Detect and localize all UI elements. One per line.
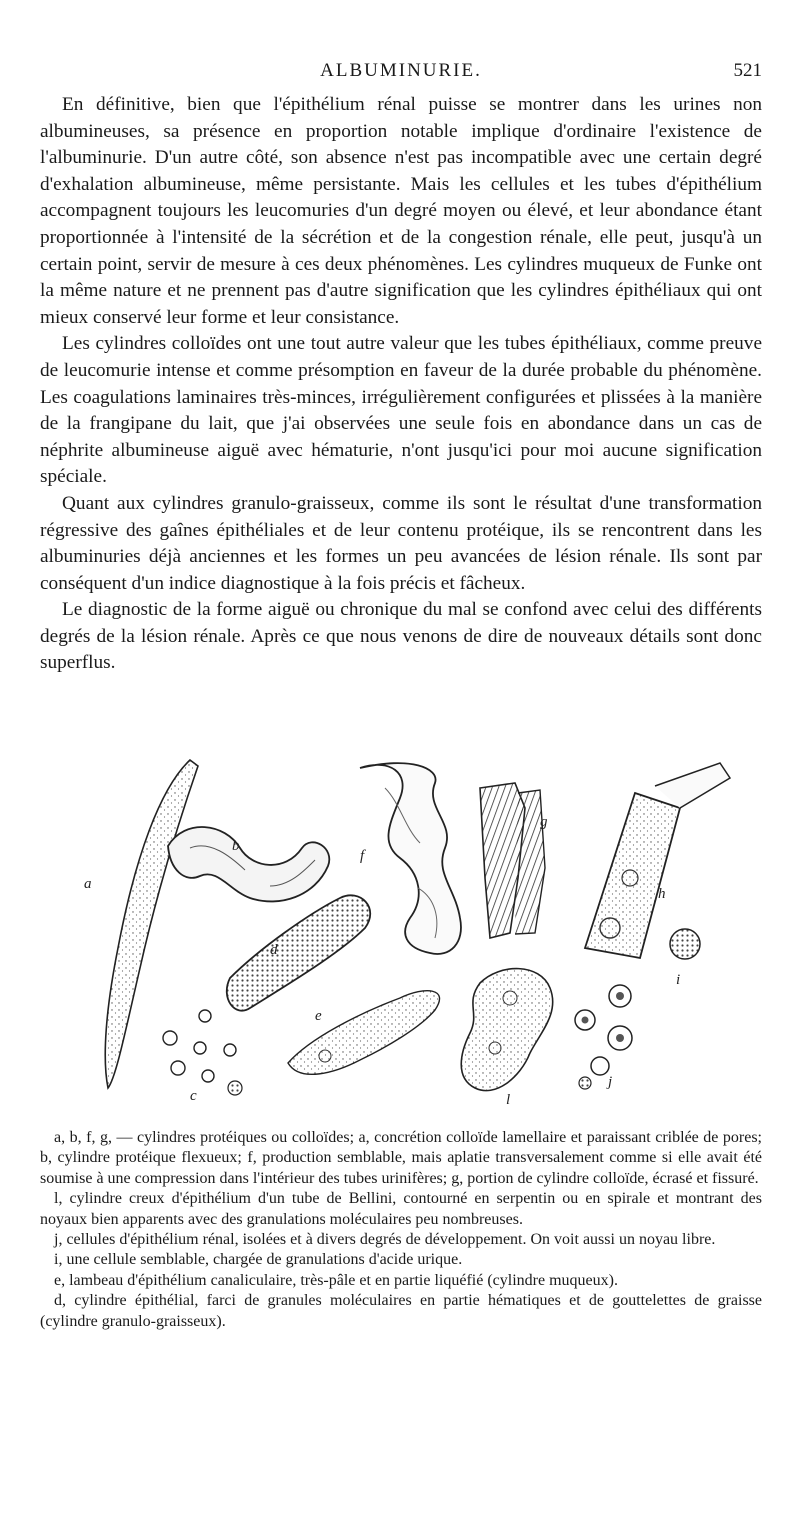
running-header — [40, 60, 762, 88]
label-d: d — [270, 942, 278, 958]
label-h: h — [658, 886, 666, 902]
specimen-g — [480, 783, 545, 938]
specimen-i — [670, 929, 700, 959]
paragraph: Le diagnostic de la forme aiguë ou chronique du mal se confond avec celui des différents degrés de la lésion rénale. Après ce que nous venons de dire de nouveaux détails sont donc superflus. — [40, 599, 762, 674]
label-c: c — [190, 1088, 197, 1104]
specimen-b — [168, 827, 329, 901]
specimen-e — [288, 991, 440, 1075]
caption-entry: l, cylindre creux d'épithélium d'un tube de Bellini, contourné en serpentin ou en spirale et montrant des noyaux bien apparents avec des granulations moléculaires peu nombreuses. — [40, 1190, 762, 1228]
paragraph: Les cylindres colloïdes ont une tout autre valeur que les tubes épithéliaux, comme preuve de leucomurie intense et comme présomption en faveur de la durée probable du phénomène. Les coagulations laminaires très-minces, irrégulièrement configurées et plissées à la manière de la frangipane du lait, que j'ai observées une seule fois en abondance dans un cas de néphrite albumineuse aiguë avec hématurie, n'ont jusqu'ici pour moi aucune signification spéciale. — [40, 333, 762, 488]
specimen-c — [163, 1010, 242, 1095]
specimen-f — [360, 763, 461, 954]
label-a: a — [84, 876, 92, 892]
label-j: j — [608, 1074, 613, 1090]
paragraph: Quant aux cylindres granulo-graisseux, comme ils sont le résultat d'une transformation régressive des gaînes épithéliales et de leur contenu protéique, ils se rencontrent dans les albuminuries déjà anciennes et les formes un peu avancées de lésion rénale. Ils sont par conséquent d'un indice diagnostique à la fois précis et fâcheux. — [40, 492, 762, 594]
running-title: ALBUMINURIE. — [320, 60, 482, 81]
paragraph: En définitive, bien que l'épithélium rénal puisse se montrer dans les urines non albumineuses, sa présence en proportion notable implique d'ordinaire l'existence de l'albuminurie. D'un autre côté, son absence n'est pas incompatible avec une certain degré d'exhalation albumineuse, même persistante. Mais les cellules et les tubes d'épithélium accompagnent toujours les leucomuries d'un degré moyen ou élevé, et leur abondance étant proportionnée à l'intensité de la sécrétion et de la congestion rénale, elle peut, jusqu'à un certain point, servir de mesure à ces deux phénomènes. Les cylindres muqueux de Funke ont la même nature et ne prennent pas d'autre signification que les cylindres épithéliaux qui ont mieux conservé leur forme et leur consistance. — [40, 94, 762, 328]
body-text — [40, 92, 762, 677]
specimen-d — [227, 895, 370, 1010]
label-l: l — [506, 1092, 511, 1108]
caption-entry: a, b, f, g, — cylindres protéiques ou colloïdes; a, concrétion colloïde lamellaire et paraissant criblée de pores; b, cylindre protéique flexueux; f, production semblable, mais aplatie transversalement comme si elle avait été soumise à une compression dans l'intérieur des tubes urinifères; g, portion de cylindre colloïde, écrasé et fissuré. — [40, 1129, 762, 1187]
figure-urinary-casts — [40, 748, 762, 1120]
page-number: 521 — [733, 60, 762, 81]
specimen-j — [575, 985, 632, 1089]
label-g: g — [540, 814, 548, 830]
caption-entry: i, une cellule semblable, chargée de granulations d'acide urique. — [54, 1251, 463, 1269]
label-b: b — [232, 838, 240, 854]
specimen-h — [585, 763, 730, 958]
specimen-l — [461, 969, 552, 1091]
figure-caption — [40, 1128, 762, 1332]
caption-entry: e, lambeau d'épithélium canaliculaire, très-pâle et en partie liquéfié (cylindre muqueux). — [54, 1271, 618, 1289]
label-i: i — [676, 972, 681, 988]
figure-illustration — [40, 748, 762, 1120]
label-f: f — [360, 848, 365, 864]
specimen-a — [105, 760, 198, 1088]
label-e: e — [315, 1008, 322, 1024]
caption-entry: j, cellules d'épithélium rénal, isolées et à divers degrés de développement. On voit aussi un noyau libre. — [54, 1231, 716, 1249]
caption-entry: d, cylindre épithélial, farci de granules moléculaires en partie hématiques et de gouttelettes de graisse (cylindre granulo-graisseux). — [40, 1292, 762, 1330]
